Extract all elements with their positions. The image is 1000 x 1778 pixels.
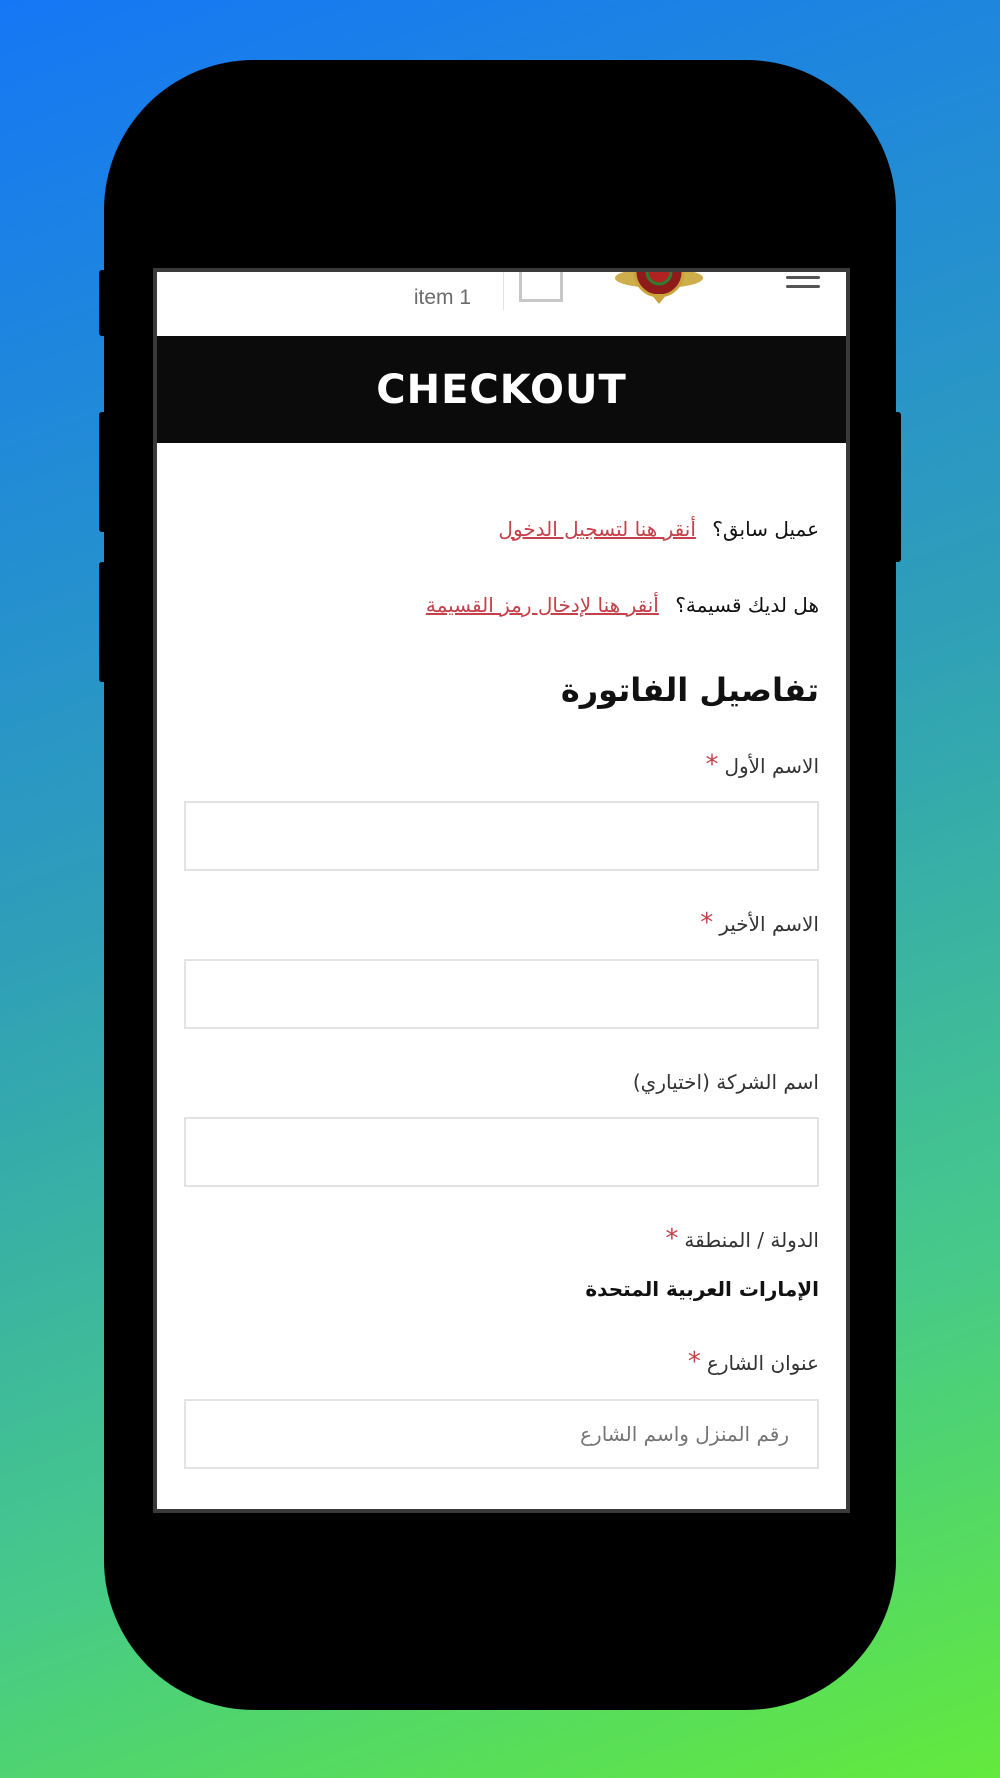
required-asterisk: * bbox=[687, 1347, 701, 1377]
returning-customer-notice bbox=[498, 517, 819, 541]
first-name-label bbox=[705, 750, 819, 780]
street-address-input[interactable] bbox=[184, 1399, 819, 1469]
phone-screen bbox=[153, 268, 850, 1513]
country-label bbox=[665, 1224, 819, 1254]
phone-side-button bbox=[893, 412, 901, 562]
country-label-text: الدولة / المنطقة bbox=[684, 1228, 819, 1252]
returning-customer-text: عميل سابق؟ bbox=[712, 517, 819, 541]
last-name-label bbox=[700, 908, 819, 938]
site-header bbox=[157, 272, 846, 336]
cart-icon[interactable] bbox=[519, 272, 563, 302]
phone-side-button bbox=[99, 270, 107, 336]
browser-viewport[interactable] bbox=[157, 272, 846, 1509]
required-asterisk: * bbox=[665, 1224, 679, 1254]
street-address-label-text: عنوان الشارع bbox=[706, 1351, 819, 1375]
coupon-notice bbox=[426, 593, 819, 617]
coupon-text: هل لديك قسيمة؟ bbox=[675, 593, 819, 617]
page-banner bbox=[157, 336, 846, 443]
required-asterisk: * bbox=[705, 750, 719, 780]
page-title: CHECKOUT bbox=[376, 366, 627, 413]
coupon-link[interactable]: أنقر هنا لإدخال رمز القسيمة bbox=[425, 593, 659, 617]
last-name-input[interactable] bbox=[184, 959, 819, 1029]
login-link[interactable]: أنقر هنا لتسجيل الدخول bbox=[498, 517, 696, 541]
billing-details-heading: تفاصيل الفاتورة bbox=[560, 671, 819, 709]
first-name-input[interactable] bbox=[184, 801, 819, 871]
country-value: الإمارات العربية المتحدة bbox=[585, 1277, 819, 1301]
phone-side-button bbox=[99, 562, 107, 682]
cart-item-count[interactable]: item 1 bbox=[413, 286, 471, 309]
company-input[interactable] bbox=[184, 1117, 819, 1187]
required-asterisk: * bbox=[700, 908, 714, 938]
header-divider bbox=[503, 272, 504, 310]
first-name-label-text: الاسم الأول bbox=[724, 754, 819, 778]
street-address-label bbox=[688, 1347, 819, 1377]
site-logo[interactable] bbox=[607, 272, 711, 306]
company-label: اسم الشركة (اختياري) bbox=[632, 1070, 819, 1094]
phone-side-button bbox=[99, 412, 107, 532]
hamburger-menu-icon[interactable] bbox=[786, 276, 820, 302]
last-name-label-text: الاسم الأخير bbox=[719, 912, 819, 936]
